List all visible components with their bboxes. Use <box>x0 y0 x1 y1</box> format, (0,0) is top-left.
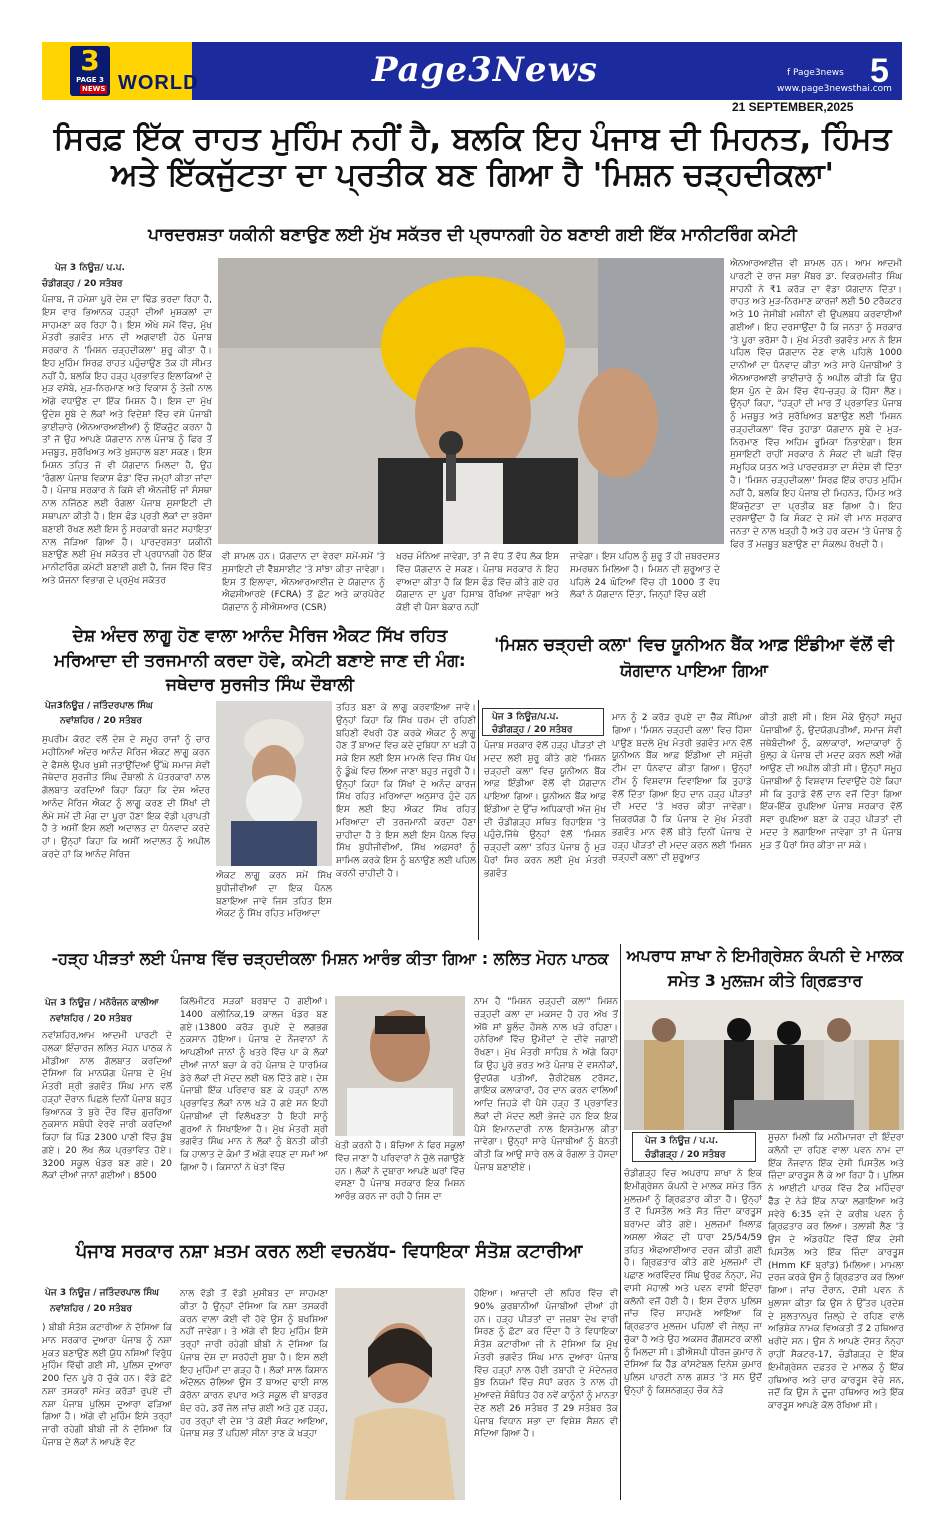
flood-column-2: ਕਿਲੋਮੀਟਰ ਸੜਕਾਂ ਬਰਬਾਦ ਹੋ ਗਈਆਂ।1400 ਕਲੀਨਿਕ,19 ਕਾਲਜ ਖੰਡਰ ਬਣ ਗਏ।13800 ਕਰੋੜ ਰੁਪਏ ਦੇ ਲਗਭਗ ਨੁਕਸਾਨ ਹੋਇਆ। ਪੰਜਾਬ ਦੇ ਨੌਜਵਾਨਾਂ ਨੇ ਆਪਣੀਆਂ ਜਾਨਾਂ ਨੂੰ ਖਤਰੇ ਵਿੱਚ ਪਾ ਕੇ ਲੋਕਾਂ ਦੀਆਂ ਜਾਨਾਂ ਬਚਾ ਕੇ ਰਹੇ ਪੰਜਾਬ ਦੇ ਧਾਰਮਿਕ ਡੇਰੇ ਲੋਕਾਂ ਦੀ ਮੱਦਦ ਲਈ ਖੋਲ ਦਿੱਤੇ ਗਏ। ਦੇਸ਼ ਪੰਜਾਬੀ ਇੱਕ ਪਰਿਵਾਰ ਬਣ ਕੇ ਹੜ੍ਹਾਂ ਨਾਲ ਪ੍ਰਭਾਵਿਤ ਲੋਕਾਂ ਨਾਲ ਖੜੇ ਹੋ ਗਏ ਸਨ ਇਹੀ ਪੰਜਾਬੀਆਂ ਦੀ ਵਿਲੱਖਣਤਾ ਹੈ ਇਹੀ ਸਾਨੂੰ ਗੁਰਆਂ ਨੇ ਸਿਖਾਇਆ ਹੈ। ਮੁੱਖ ਮੰਤਰੀ ਸ਼੍ਰੀ ਭਗਵੰਤ ਸਿੰਘ ਮਾਨ ਨੇ ਲੋਕਾਂ ਨੂੰ ਬੇਨਤੀ ਕੀਤੀ ਕਿ ਹਾਲਾਤ ਦੇ ਕੰਮਾਂ ਤੋਂ ਅੱਗੇ ਵਧਣ ਦਾ ਸਮਾਂ ਆ ਗਿਆ ਹੈ। ਕਿਸਾਨਾਂ ਨੇ ਖੇਤਾਂ ਵਿੱਚ <box>180 997 328 1173</box>
column-rule <box>478 700 479 940</box>
logo-number: 3 <box>80 44 100 77</box>
marriage-headline: ਦੇਸ਼ ਅੰਦਰ ਲਾਗੂ ਹੋਣ ਵਾਲਾ ਆਨੰਦ ਮੈਰਿਜ ਐਕਟ ਸਿੱਖ ਰਹਿਤ ਮਰਿਆਦਾ ਦੀ ਤਰਜਮਾਨੀ ਕਰਦਾ ਹੋਵੇ, ਕਮੇਟੀ ਬਣਾਏ ਜਾਣ ਦੀ ਮੰਗ: ਜਥੇਦਾਰ ਸੁਰਜੀਤ ਸਿੰਘ ਦੌਬਾਲੀ <box>54 626 466 696</box>
arrest-column-2: ਸੂਚਨਾ ਮਿਲੀ ਕਿ ਮਨੀਮਾਜਰਾ ਦੀ ਇੰਦਰਾ ਕਲੋਨੀ ਦਾ ਰਹਿਣ ਵਾਲਾ ਪਵਨ ਨਾਮ ਦਾ ਇੱਕ ਨੌਜਵਾਨ ਇੱਕ ਦੇਸੀ ਪਿਸਤੌਲ ਅਤੇ ਜ਼ਿੰਦਾ ਕਾਰਤੂਸ ਲੈ ਕੇ ਆ ਰਿਹਾ ਹੈ। ਪੁਲਿਸ ਨੇ ਆਈਟੀ ਪਾਰਕ ਵਿੱਚ ਟੈਕ ਮਹਿੰਦਰਾ ਫੈੱਡ ਦੇ ਨੇੜੇ ਇੱਕ ਨਾਕਾ ਲਗਾਇਆ ਅਤੇ ਸਵੇਰੇ 6:35 ਵਜੇ ਦੇ ਕਰੀਬ ਪਵਨ ਨੂੰ ਗ੍ਰਿਫ਼ਤਾਰ ਕਰ ਲਿਆ। ਤਲਾਸ਼ੀ ਲੈਣ 'ਤੇ ਉਸ ਦੇ ਅੰਡਰਪੈਂਟ ਵਿੱਚੋਂ ਇੱਕ ਦੇਸੀ ਪਿਸਤੌਲ ਅਤੇ ਇੱਕ ਜ਼ਿੰਦਾ ਕਾਰਤੂਸ (Hmm KF ਬ੍ਰਾਂਡ) ਮਿਲਿਆ। ਮਾਮਲਾ ਦਰਜ ਕਰਕੇ ਉਸ ਨੂੰ ਗ੍ਰਿਫ਼ਤਾਰ ਕਰ ਲਿਆ ਗਿਆ। ਜਾਂਚ ਦੌਰਾਨ, ਦੋਸ਼ੀ ਪਵਨ ਨੇ ਖੁਲਾਸਾ ਕੀਤਾ ਕਿ ਉਸ ਨੇ ਉੱਤਰ ਪ੍ਰਦੇਸ਼ ਦੇ ਸੁਲਤਾਨਪੁਰ ਜ਼ਿਲ੍ਹੇ ਦੇ ਰਹਿਣ ਵਾਲੇ ਅਭਿਸ਼ੇਕ ਨਾਮਕ ਵਿਅਕਤੀ ਤੋਂ 2 ਹਥਿਆਰ ਖਰੀਦੇ ਸਨ। ਉਸ ਨੇ ਆਪਣੇ ਦੋਸਤ ਨੰਨ੍ਹਾ ਰਾਹੀਂ ਸੈਕਟਰ-17, ਚੰਡੀਗੜ੍ਹ ਦੇ ਇੱਕ ਇਮੀਗ੍ਰੇਸ਼ਨ ਦਫ਼ਤਰ ਦੇ ਮਾਲਕ ਨੂੰ ਇੱਕ ਹਥਿਆਰ ਅਤੇ ਚਾਰ ਕਾਰਤੂਸ ਵੇਚੇ ਸਨ, ਜਦੋਂ ਕਿ ਉਸ ਨੇ ਦੂਜਾ ਹਥਿਆਰ ਅਤੇ ਇੱਕ ਕਾਰਤੂਸ ਆਪਣੇ ਕੋਲ ਰੱਖਿਆ ਸੀ। <box>768 1133 904 1412</box>
marriage-column-3: ਤਹਿਤ ਬਣਾ ਕੇ ਲਾਗੂ ਕਰਵਾਇਆ ਜਾਵੇ। ਉਨ੍ਹਾਂ ਕਿਹਾ ਕਿ ਸਿੱਖ ਧਰਮ ਦੀ ਰਹਿਣੀ ਬਹਿਣੀ ਵੱਖਰੀ ਹੋਣ ਕਰਕੇ ਐਕਟ ਨੂੰ ਲਾਗੂ ਹੋਣ ਤੋਂ ਬਾਅਦ ਵਿਚ ਕਦੇ ਦੁਬਿਧਾ ਨਾ ਖੜੀ ਹੋ ਸਕੇ ਇਸ ਲਈ ਇਸ ਮਾਮਲੇ ਵਿਚ ਸਿੱਖ ਪੱਖ ਨੂੰ ਡੂੰਘੇ ਵਿਚ ਲਿਆ ਜਾਣਾ ਬਹੁਤ ਜਰੂਰੀ ਹੈ। ਉਨ੍ਹਾਂ ਕਿਹਾ ਕਿ ਸਿੱਖਾਂ ਦੇ ਅਨੰਦ ਕਾਰਜ ਸਿੱਖ ਰਹਿਤ ਮਰਿਆਦਾ ਅਨੁਸਾਰ ਹੁੰਦੇ ਹਨ ਇਸ ਲਈ ਇਹ ਐਕਟ ਸਿੱਖ ਰਹਿਤ ਮਰਿਆਦਾ ਦੀ ਤਰਜਮਾਨੀ ਕਰਦਾ ਹੋਣਾ ਚਾਹੀਦਾ ਹੈ ਤੇ ਇਸ ਲਈ ਇਸ ਪੈਨਲ ਵਿਚ ਸਿੱਖ ਬੁਧੀਜੀਵੀਆਂ, ਸਿੱਖ ਅਫ਼ਸਰਾਂ ਨੂੰ ਸ਼ਾਮਿਲ ਕਰਕੇ ਇਸ ਨੂੰ ਬਨਾਉਣ ਲਈ ਪਹਿਲ ਕਰਨੀ ਚਾਹੀਦੀ ਹੈ। <box>336 703 476 879</box>
flood-byline: ਪੇਜ 3 ਨਿਊਜ਼ / ਮਨੋਰੰਜਨ ਕਾਲੀਆ <box>45 998 159 1008</box>
arrest-photo-police <box>624 1000 904 1130</box>
marriage-photo-jathedar <box>216 701 332 866</box>
section-label: WORLD <box>118 72 199 94</box>
lead-byline: ਪੇਜ 3 ਨਿਊਜ਼/ ਪ.ਪ. <box>55 263 125 273</box>
marriage-column-1: ਸੁਪਰੀਮ ਕੋਰਟ ਵਲੋਂ ਦੇਸ਼ ਦੇ ਸਮੂਹ ਰਾਜਾਂ ਨੂੰ ਚਾਰ ਮਹੀਨਿਆਂ ਅੰਦਰ ਆਨੰਦ ਮੈਰਿਜ ਐਕਟ ਲਾਗੂ ਕਰਨ ਦੇ ਫੈਸਲੇ ਉਪਰ ਖੁਸ਼ੀ ਜਤਾਉਂਦਿਆਂ ਉੱਘੇ ਸਮਾਜ ਸੇਵੀ ਜੱਥੇਦਾਰ ਸੁਰਜੀਤ ਸਿੰਘ ਦੌਬਾਲੀ ਨੇ ਪੱਤਰਕਾਰਾਂ ਨਾਲ ਗੱਲਬਾਤ ਕਰਦਿਆਂ ਕਿਹਾ ਕਿਹਾ ਕਿ ਦੇਸ਼ ਅੰਦਰ ਆਨੰਦ ਮੈਰਿਜ ਐਕਟ ਨੂੰ ਲਾਗੂ ਕਰਣ ਦੀ ਸਿੱਖਾਂ ਦੀ ਲੰਮੇ ਸਮੇਂ ਦੀ ਮੰਗ ਦਾ ਪੂਰਾ ਹੋਣਾ ਇਕ ਵੱਡੀ ਪ੍ਰਾਪਤੀ ਹੈ ਤੇ ਅਸੀਂ ਇਸ ਲਈ ਅਦਾਲਤ ਦਾ ਧੰਨਵਾਦ ਕਰਦੇ ਹਾਂ। ਉਨ੍ਹਾਂ ਕਿਹਾ ਕਿ ਅਸੀਂ ਅਦਾਲਤ ਨੂੰ ਅਪੀਲ ਕਰਦੇ ਹਾਂ ਕਿ ਆਨੰਦ ਮੈਰਿਜ <box>42 735 210 860</box>
flood-column-4: ਨਾਮ ਹੈ "ਮਿਸ਼ਨ ਚੜ੍ਹਦੀ ਕਲਾ" ਮਿਸ਼ਨ ਚੜ੍ਹਦੀ ਕਲਾ ਦਾ ਮਕਸਦ ਹੈ ਹਰ ਅੱਖ ਤੋਂ ਅੱਥੋ ਸਾਂ ਬੂਲੰਦ ਹੌਸਲੇ ਨਾਲ ਖੜੇ ਰਹਿਣਾ। ਹਨੇਰਿਆਂ ਵਿੱਚ ਉਮੀਦਾਂ ਦੇ ਦੀਵੇ ਜਗਾਈ ਰੱਖਣਾ। ਮੁੱਖ ਮੰਤਰੀ ਸਾਹਿਬ ਨੇ ਅੱਗੇ ਕਿਹਾ ਕਿ ਉਹ ਪੂਰੇ ਭਰਤ ਅਤੇ ਪੰਜਾਬ ਦੇ ਵਸਨੀਕਾਂ, ਉਦਯੋਗ ਪਤੀਆਂ, ਚੈਰੀਟੇਬਲ ਟਰੱਸਟ, ਗਾਇਕ ਕਲਾਕਾਰਾਂ, ਹੋਰ ਦਾਨ ਕਰਨ ਵਾਲਿਆਂ ਆਦਿ ਜਿਹੜੇ ਵੀ ਪੈਸੇ ਹੜ੍ਹ ਤੋਂ ਪ੍ਰਭਾਵਿਤ ਲੋਕਾਂ ਦੀ ਮੱਦਦ ਲਈ ਭੇਜਦੇ ਹਨ ਇਕ ਇਕ ਪੈਸੇ ਇਮਾਨਦਾਰੀ ਨਾਲ ਇਸਤੇਮਾਲ ਕੀਤਾ ਜਾਵੇਗਾ। ਉਨ੍ਹਾਂ ਸਾਰੇ ਪੰਜਾਬੀਆਂ ਨੂੰ ਬੇਨਤੀ ਕੀਤੀ ਕਿ ਆਉ ਸਾਰੇ ਰਲ ਕੇ ਰੰਗਲਾ ਤੇ ਹੱਸਦਾ ਪੰਜਾਬ ਬਣਾਈਏ। <box>474 997 618 1173</box>
bank-column-1: ਪੰਜਾਬ ਸਰਕਾਰ ਵੱਲੋਂ ਹੜ੍ਹ ਪੀੜਤਾਂ ਦੀ ਮਦਦ ਲਈ ਸ਼ੁਰੂ ਕੀਤੇ ਗਏ 'ਮਿਸ਼ਨ ਚੜ੍ਹਦੀ ਕਲਾ' ਵਿਚ ਯੂਨੀਅਨ ਬੈਂਕ ਆਫ਼ ਇੰਡੀਆ ਵੱਲੋਂ ਵੀ ਯੋਗਦਾਨ ਪਾਇਆ ਗਿਆ। ਯੂਨੀਅਨ ਬੈਂਕ ਆਫ਼ ਇੰਡੀਆ ਦੇ ਉੱਚ ਅਧਿਕਾਰੀ ਅੱਜ ਮੁੱਖ ਦੀ ਚੰਡੀਗੜ੍ਹ ਸਥਿਤ ਰਿਹਾਇਸ਼ 'ਤੇ ਪਹੁੰਚੇ,ਜਿੱਥੇ ਉਨ੍ਹਾਂ ਵੱਲੋਂ 'ਮਿਸ਼ਨ ਚੜ੍ਹਦੀ ਕਲਾ' ਤਹਿਤ ਪੰਜਾਬ ਨੂੰ ਮੁੜ ਪੈਰਾਂ ਸਿਰ ਕਰਨ ਲਈ ਮੁੱਖ ਮੰਤਰੀ ਭਗਵੰਤ <box>484 741 606 879</box>
bank-column-3: ਕੀਤੀ ਗਈ ਸੀ। ਇਸ ਮੌਕੇ ਉਨ੍ਹਾਂ ਸਮੂਹ ਪੰਜਾਬੀਆਂ ਨੂੰ, ਉਦਯੋਗਪਤੀਆਂ, ਸਮਾਜ ਸੇਵੀ ਜਥੇਬੰਦੀਆਂ ਨੂੰ, ਕਲਾਕਾਰਾਂ, ਅਦਾਕਾਰਾਂ ਨੂੰ ਖੁੱਲ੍ਹ ਕੇ ਪੰਜਾਬ ਦੀ ਮਦਦ ਕਰਨ ਲਈ ਅੱਗੇ ਆਉਣ ਦੀ ਅਪੀਲ ਕੀਤੀ ਸੀ। ਉਨ੍ਹਾਂ ਸਮੂਹ ਪੰਜਾਬੀਆਂ ਨੂੰ ਵਿਸ਼ਵਾਸ ਦਿਵਾਉਂਦੇ ਹੋਏ ਕਿਹਾ ਸੀ ਕਿ ਤੁਹਾਡੇ ਵੱਲੋਂ ਦਾਨ ਵਜੋਂ ਦਿੱਤਾ ਗਿਆ ਇੱਕ-ਇੱਕ ਰੁਪਇਆ ਪੰਜਾਬ ਸਰਕਾਰ ਵੱਲੋਂ ਸਵਾ ਰੁਪਇਆ ਬਣਾ ਕੇ ਹੜ੍ਹ ਪੀੜਤਾਂ ਦੀ ਮਦਦ ਤੇ ਲਗਾਇਆ ਜਾਵੇਗਾ ਤਾਂ ਜੋ ਪੰਜਾਬ ਮੁੜ ਤੋਂ ਪੈਰਾਂ ਸਿਰ ਕੀਤਾ ਜਾ ਸਕੇ। <box>760 713 902 851</box>
masthead-bar <box>42 42 902 100</box>
social-handle: f Page3news <box>787 68 844 78</box>
bank-headline: 'ਮਿਸ਼ਨ ਚੜ੍ਹਦੀ ਕਲਾ' ਵਿਚ ਯੂਨੀਅਨ ਬੈਂਕ ਆਫ਼ ਇੰਡੀਆ ਵੱਲੋਂ ਵੀ ਯੋਗਦਾਨ ਪਾਇਆ ਗਿਆ <box>494 635 894 682</box>
lead-under-photo-1: ਵੀ ਸ਼ਾਮਲ ਹਨ। ਯੋਗਦਾਨ ਦਾ ਵੇਰਵਾ ਸਮੇਂ-ਸਮੇਂ 'ਤੇ ਸੁਸਾਇਟੀ ਦੀ ਵੈੱਬਸਾਈਟ 'ਤੇ ਸਾਂਝਾ ਕੀਤਾ ਜਾਵੇਗਾ। ਇਸ ਤੋਂ ਇਲਾਵਾ, ਐਨਆਰਆਈਜ਼ ਦੇ ਯੋਗਦਾਨ ਨੂੰ ਐਫਸੀਆਰਏ (FCRA) ਤੋਂ ਛੋਟ ਅਤੇ ਕਾਰਪੋਰੇਟ ਯੋਗਦਾਨ ਨੂੰ ਸੀਐਸਆਰ (CSR) <box>222 552 385 614</box>
marriage-under-photo: ਐਕਟ ਲਾਗੂ ਕਰਨ ਸਮੇਂ ਸਿੱਖ ਬੁਧੀਜੀਵੀਆਂ ਦਾ ਇਕ ਪੈਨਲ ਬਣਾਇਆ ਜਾਵੇ ਜਿਸ ਤਹਿਤ ਇਸ ਐਕਟ ਨੂੰ ਸਿੱਖ ਰਹਿਤ ਮਰਿਆਦਾ <box>216 871 332 920</box>
flood-under-photo: ਖੇਤੀ ਕਰਨੀ ਹੈ। ਬੱਚਿਆ ਨੇ ਫਿਰ ਸਕੂਲਾਂ ਵਿੱਚ ਜਾਣਾ ਹੈ ਪਰਿਵਾਰਾਂ ਨੇ ਚੁੱਲੇ ਜਗਾਉਣੇ ਹਨ। ਲੋਕਾਂ ਨੇ ਦੁਬਾਰਾ ਆਪਣੇ ਘਰਾਂ ਵਿੱਚ ਵਸਣਾ ਹੈ ਪੰਜਾਬ ਸਰਕਾਰ ਇਕ ਮਿਸ਼ਨ ਆਰੰਭ ਕਰਨ ਜਾ ਰਹੀ ਹੈ ਜਿਸ ਦਾ <box>335 1141 465 1203</box>
police-photo-illustration <box>624 1000 904 1130</box>
drugs-byline: ਪੇਜ 3 ਨਿਊਜ਼ / ਜਤਿੰਦਰਪਾਲ ਸਿੰਘ <box>45 1288 159 1298</box>
issue-date: 21 SEPTEMBER,2025 <box>732 100 854 114</box>
marriage-byline: ਪੇਜ3ਨਿਊਜ਼ / ਜਤਿੰਦਰਪਾਲ ਸਿੰਘ <box>45 701 153 711</box>
drugs-column-2: ਨਾਲ ਵੱਡੀ ਤੋਂ ਵੱਡੀ ਮੁਸੀਬਤ ਦਾ ਸਾਹਮਣਾ ਕੀਤਾ ਹੈ ਉਨ੍ਹਾਂ ਦੱਸਿਆ ਕਿ ਨਸ਼ਾ ਤਸਕਰੀ ਕਰਨ ਵਾਲਾ ਕੋਈ ਵੀ ਹੋਵੇ ਉਸ ਨੂੰ ਬਖਸ਼ਿਆ ਨਹੀਂ ਜਾਵੇਗਾ। ਤੇ ਅੱਗੇ ਵੀ ਇਹ ਮੁਹਿੰਮ ਇਸੇ ਤਰ੍ਹਾਂ ਜਾਰੀ ਰਹੇਗੀ ਬੀਬੀ ਨੇ ਦੱਸਿਆ ਕਿ ਪੰਜਾਬ ਦੇਸ਼ ਦਾ ਸਰਹੱਦੀ ਸੂਬਾ ਹੈ। ਇਸ ਲਈ ਇਹ ਮੁਹਿੰਮਾਂ ਦਾ ਗੜ੍ਹ ਹੈ। ਲੋਕਾਂ ਸਾਲ ਕਿਸਾਨ ਅੰਦੋਲਨ ਚੱਲਿਆ ਉਸ ਤੋਂ ਬਾਅਦ ਢਾਈ ਸਾਲ ਕੋਰੋਨਾ ਕਾਰਨ ਵਪਾਰ ਅਤੇ ਸਕੂਲ ਵੀ ਬਾਰਡਰ ਬੰਦ ਰਹੇ, ਡਰੋਂ ਜੇਲ ਜਾਂਚ ਗਈ ਅਤੇ ਹੁਣ ਹੜ੍ਹ, ਹਰ ਤਰ੍ਹਾਂ ਵੀ ਦੇਸ਼ 'ਤੇ ਕੋਈ ਸੰਕਟ ਆਇਆ, ਪੰਜਾਬ ਸਭ ਤੋਂ ਪਹਿਲਾਂ ਸੀਨਾ ਤਾਣ ਕੇ ਖੜ੍ਹਾ <box>180 1289 328 1440</box>
page3-logo <box>70 46 110 96</box>
flood-photo-pathak <box>335 996 465 1136</box>
newspaper-title: Page3News <box>372 50 598 90</box>
lead-column-1: ਪੰਜਾਬ, ਜੋ ਹਮੇਸ਼ਾ ਪੂਰੇ ਦੇਸ਼ ਦਾ ਢਿੱਡ ਭਰਦਾ ਰਿਹਾ ਹੈ, ਇਸ ਵਾਰ ਭਿਆਨਕ ਹੜ੍ਹਾਂ ਦੀਆਂ ਮੁਸ਼ਕਲਾਂ ਦਾ ਸਾਹਮਣਾ ਕਰ ਰਿਹਾ ਹੈ। ਇਸ ਔਖੇ ਸਮੇਂ ਵਿੱਚ, ਮੁੱਖ ਮੰਤਰੀ ਭਗਵੰਤ ਮਾਨ ਦੀ ਅਗਵਾਈ ਹੇਠ ਪੰਜਾਬ ਸਰਕਾਰ ਨੇ 'ਮਿਸ਼ਨ ਚੜ੍ਹਦੀਕਲਾ' ਸ਼ੁਰੂ ਕੀਤਾ ਹੈ। ਇਹ ਮੁਹਿੰਮ ਸਿਰਫ਼ ਰਾਹਤ ਪਹੁੰਚਾਉਣ ਤੱਕ ਹੀ ਸੀਮਤ ਨਹੀਂ ਹੈ, ਬਲਕਿ ਇਹ ਹੜ੍ਹ ਪ੍ਰਭਾਵਿਤ ਇਲਾਕਿਆਂ ਦੇ ਮੁੜ ਵਸੇਬੇ, ਮੁੜ-ਨਿਰਮਾਣ ਅਤੇ ਵਿਕਾਸ ਨੂੰ ਤੇਜ਼ੀ ਨਾਲ ਅੱਗੇ ਵਧਾਉਣ ਦਾ ਇੱਕ ਮਿਸ਼ਨ ਹੈ। ਇਸ ਦਾ ਮੁੱਖ ਉਦੇਸ਼ ਸੂਬੇ ਦੇ ਲੋਕਾਂ ਅਤੇ ਵਿਦੇਸ਼ਾਂ ਵਿੱਚ ਵਸੇ ਪੰਜਾਬੀ ਭਾਈਚਾਰੇ (ਐਨਆਰਆਈਆਂ) ਨੂੰ ਇੱਕਜੁੱਟ ਕਰਨਾ ਹੈ ਤਾਂ ਜੋ ਉਹ ਆਪਣੇ ਯੋਗਦਾਨ ਨਾਲ ਪੰਜਾਬ ਨੂੰ ਫਿਰ ਤੋਂ ਮਜ਼ਬੂਤ, ਸੁਰੱਖਿਅਤ ਅਤੇ ਖੁਸ਼ਹਾਲ ਬਣਾ ਸਕਣ। ਇਸ ਮਿਸ਼ਨ ਤਹਿਤ ਜੋ ਵੀ ਯੋਗਦਾਨ ਮਿਲਦਾ ਹੈ, ਉਹ 'ਰੰਗਲਾ ਪੰਜਾਬ ਵਿਕਾਸ ਫੰਡ' ਵਿੱਚ ਜਮ੍ਹਾਂ ਕੀਤਾ ਜਾਂਦਾ ਹੈ। ਪੰਜਾਬ ਸਰਕਾਰ ਨੇ ਕਿਸੇ ਵੀ ਐਨਜੀਓ ਜਾਂ ਸੰਸਥਾ ਨਾਲ ਨਜਿੱਠਣ ਲਈ ਰੰਗਲਾ ਪੰਜਾਬ ਸੁਸਾਇਟੀ ਦੀ ਸਥਾਪਨਾ ਕੀਤੀ ਹੈ। ਇਸ ਫੰਡ ਪ੍ਰਤੀ ਲੋਕਾਂ ਦਾ ਭਰੋਸਾ ਬਣਾਈ ਰੱਖਣ ਲਈ ਇਸ ਨੂੰ ਸਰਕਾਰੀ ਬਜਟ ਸਹਾਇਤਾ ਨਾਲ ਜੋੜਿਆ ਗਿਆ ਹੈ। ਪਾਰਦਰਸ਼ਤਾ ਯਕੀਨੀ ਬਣਾਉਣ ਲਈ ਮੁੱਖ ਸਕੱਤਰ ਦੀ ਪ੍ਰਧਾਨਗੀ ਹੇਠ ਇੱਕ ਮਾਨੀਟਰਿੰਗ ਕਮੇਟੀ ਬਣਾਈ ਗਈ ਹੈ, ਜਿਸ ਵਿੱਚ ਵਿੱਤ ਅਤੇ ਯੋਜਨਾ ਵਿਭਾਗ ਦੇ ਪ੍ਰਮੁੱਖ ਸਕੱਤਰ <box>42 295 212 586</box>
lead-column-right: ਐਨਆਰਆਈਜ਼ ਵੀ ਸ਼ਾਮਲ ਹਨ। ਆਮ ਆਦਮੀ ਪਾਰਟੀ ਦੇ ਰਾਜ ਸਭਾ ਮੈਂਬਰ ਡਾ. ਵਿਕਰਮਜੀਤ ਸਿੰਘ ਸਾਹਨੀ ਨੇ ₹1 ਕਰੋੜ ਦਾ ਵੱਡਾ ਯੋਗਦਾਨ ਦਿੱਤਾ। ਰਾਹਤ ਅਤੇ ਮੁੜ-ਨਿਰਮਾਣ ਕਾਰਜਾਂ ਲਈ 50 ਟਰੈਕਟਰ ਅਤੇ 10 ਜੇਸੀਬੀ ਮਸ਼ੀਨਾਂ ਵੀ ਉਪਲਬਧ ਕਰਵਾਈਆਂ ਗਈਆਂ। ਇਹ ਦਰਸਾਉਂਦਾ ਹੈ ਕਿ ਜਨਤਾ ਨੂੰ ਸਰਕਾਰ 'ਤੇ ਪੂਰਾ ਭਰੋਸਾ ਹੈ। ਮੁੱਖ ਮੰਤਰੀ ਭਗਵੰਤ ਮਾਨ ਨੇ ਇਸ ਪਹਿਲ ਵਿੱਚ ਯੋਗਦਾਨ ਦੇਣ ਵਾਲੇ ਪਹਿਲੇ 1000 ਦਾਨੀਆਂ ਦਾ ਧੰਨਵਾਦ ਕੀਤਾ ਅਤੇ ਸਾਰੇ ਪੰਜਾਬੀਆਂ ਤੇ ਐਨਆਰਆਈ ਭਾਈਚਾਰੇ ਨੂੰ ਅਪੀਲ ਕੀਤੀ ਕਿ ਉਹ ਇਸ ਪੁੰਨ ਦੇ ਕੰਮ ਵਿੱਚ ਵੱਧ-ਚੜ੍ਹ ਕੇ ਹਿੱਸਾ ਲੈਣ। ਉਨ੍ਹਾਂ ਕਿਹਾ, "ਹੜ੍ਹਾਂ ਦੀ ਮਾਰ ਤੋਂ ਪ੍ਰਭਾਵਿਤ ਪੰਜਾਬ ਨੂੰ ਮਜ਼ਬੂਤ ਅਤੇ ਸੁਰੱਖਿਅਤ ਬਣਾਉਣ ਲਈ 'ਮਿਸ਼ਨ ਚੜ੍ਹਦੀਕਲਾ' ਵਿੱਚ ਤੁਹਾਡਾ ਯੋਗਦਾਨ ਸੂਬੇ ਦੇ ਮੁੜ-ਨਿਰਮਾਣ ਵਿੱਚ ਅਹਿਮ ਭੂਮਿਕਾ ਨਿਭਾਏਗਾ। ਇਸ ਸੁਸਾਇਟੀ ਰਾਹੀਂ ਸਰਕਾਰ ਨੇ ਸੰਕਟ ਦੀ ਘੜੀ ਵਿੱਚ ਸਮੂਹਿਕ ਯਤਨ ਅਤੇ ਪਾਰਦਰਸ਼ਤਾ ਦਾ ਸੰਦੇਸ਼ ਵੀ ਦਿੱਤਾ ਹੈ। 'ਮਿਸ਼ਨ ਚੜ੍ਹਦੀਕਲਾ' ਸਿਰਫ਼ ਇੱਕ ਰਾਹਤ ਮੁਹਿੰਮ ਨਹੀਂ ਹੈ, ਬਲਕਿ ਇਹ ਪੰਜਾਬ ਦੀ ਮਿਹਨਤ, ਹਿੰਮਤ ਅਤੇ ਇੱਕਜੁੱਟਤਾ ਦਾ ਪ੍ਰਤੀਕ ਬਣ ਗਿਆ ਹੈ। ਇਹ ਦਰਸਾਉਂਦਾ ਹੈ ਕਿ ਸੰਕਟ ਦੇ ਸਮੇਂ ਵੀ ਮਾਨ ਸਰਕਾਰ ਜਨਤਾ ਦੇ ਨਾਲ ਖੜ੍ਹੀ ਹੈ ਅਤੇ ਹਰ ਕਦਮ 'ਤੇ ਪੰਜਾਬ ਨੂੰ ਫਿਰ ਤੋਂ ਮਜ਼ਬੂਤ ਬਣਾਉਣ ਦਾ ਸੰਕਲਪ ਰੱਖਦੀ ਹੈ। <box>730 259 902 550</box>
minister-photo-illustration <box>218 258 724 544</box>
arrest-headline: ਅਪਰਾਧ ਸ਼ਾਖਾ ਨੇ ਇਮੀਗ੍ਰੇਸ਼ਨ ਕੰਪਨੀ ਦੇ ਮਾਲਕ ਸਮੇਤ 3 ਮੁਲਜ਼ਮ ਕੀਤੇ ਗ੍ਰਿਫ਼ਤਾਰ <box>626 946 904 990</box>
page-number: 5 <box>870 52 889 90</box>
flood-dateline: ਨਵਾਂਸ਼ਹਿਰ / 20 ਸਤੰਬਰ <box>50 1014 132 1024</box>
lead-subheadline: ਪਾਰਦਰਸ਼ਤਾ ਯਕੀਨੀ ਬਣਾਉਣ ਲਈ ਮੁੱਖ ਸਕੱਤਰ ਦੀ ਪ੍ਰਧਾਨਗੀ ਹੇਠ ਬਣਾਈ ਗਈ ਇੱਕ ਮਾਨੀਟਰਿੰਗ ਕਮੇਟੀ <box>148 225 797 245</box>
lead-headline: ਸਿਰਫ਼ ਇੱਕ ਰਾਹਤ ਮੁਹਿੰਮ ਨਹੀਂ ਹੈ, ਬਲਕਿ ਇਹ ਪੰਜਾਬ ਦੀ ਮਿਹਨਤ, ਹਿੰਮਤ ਅਤੇ ਇੱਕਜੁੱਟਤਾ ਦਾ ਪ੍ਰਤੀਕ ਬਣ ਗਿਆ ਹੈ 'ਮਿਸ਼ਨ ਚੜ੍ਹਦੀਕਲਾ' <box>53 121 892 193</box>
arrest-byline: ਪੇਜ 3 ਨਿਊਜ਼ / ਪ.ਪ. <box>645 1136 719 1146</box>
drugs-column-4: ਹੋਇਆ। ਆਜ਼ਾਦੀ ਦੀ ਲਹਿਰ ਵਿੱਚ ਵੀ 90% ਕੁਰਬਾਨੀਆਂ ਪੰਜਾਬੀਆਂ ਦੀਆਂ ਹੀ ਹਨ। ਹੜ੍ਹ ਪੀੜਤਾਂ ਦਾ ਜਜ਼ਬਾ ਦੇਖ ਵਾਰੀ ਸਿਰਣ ਨੂੰ ਛੋਟਾ ਕਰ ਦਿੰਦਾ ਹੈ ਤੇ ਵਿਧਾਇਕਾ ਸੰਤੋਸ਼ ਕਟਾਰੀਆ ਜੀ ਨੇ ਦੱਸਿਆ ਕਿ ਮੁੱਖ ਮੰਤਰੀ ਭਗਵੰਤ ਸਿੰਘ ਮਾਨ ਦੁਆਰਾ ਪੰਜਾਬ ਵਿੱਚ ਹੜ੍ਹਾਂ ਨਾਲ ਹੋਈ ਤਬਾਹੀ ਦੇ ਮੱਦੇਨਜ਼ਰ ਬੁੱਝ ਨਿਯਮਾਂ ਵਿੱਚ ਸੋਧਾਂ ਕਰਨ ਤੇ ਨਾਲ ਹੀ ਮੁਆਵਜ਼ੇ ਸੰਬੰਧਿਤ ਹੋਰ ਨਵੇਂ ਕਾਨੂੰਨਾਂ ਨੂੰ ਮਾਨਤਾ ਦੇਣ ਲਈ 26 ਸਤੰਬਰ ਤੋਂ 29 ਸਤੰਬਰ ਤੱਕ ਪੰਜਾਬ ਵਿਧਾਨ ਸਭਾ ਦਾ ਵਿਸ਼ੇਸ਼ ਸੈਸ਼ਨ ਵੀ ਸੱਦਿਆ ਗਿਆ ਹੈ। <box>474 1289 618 1440</box>
lead-under-photo-3: ਜਾਵੇਗਾ। ਇਸ ਪਹਿਲ ਨੂੰ ਸ਼ੁਰੂ ਤੋਂ ਹੀ ਜ਼ਬਰਦਸਤ ਸਮਰਥਨ ਮਿਲਿਆ ਹੈ। ਮਿਸ਼ਨ ਦੀ ਸ਼ੁਰੂਆਤ ਦੇ ਪਹਿਲੇ 24 ਘੰਟਿਆਂ ਵਿੱਚ ਹੀ 1000 ਤੋਂ ਵੱਧ ਲੋਕਾਂ ਨੇ ਯੋਗਦਾਨ ਦਿੱਤਾ, ਜਿਨ੍ਹਾਂ ਵਿੱਚ ਕਈ <box>570 552 720 601</box>
drugs-dateline: ਨਵਾਂਸ਼ਹਿਰ / 20 ਸਤੰਬਰ <box>50 1304 132 1314</box>
column-rule <box>620 944 621 1500</box>
arrest-column-1: ਚੰਡੀਗੜ੍ਹ ਵਿਚ ਅਪਰਾਧ ਸ਼ਾਖਾ ਨੇ ਇਕ ਇਮੀਗ੍ਰੇਸ਼ਨ ਕੰਪਨੀ ਦੇ ਮਾਲਕ ਸਮੇਤ ਤਿੰਨ ਮੁਲਜ਼ਮਾਂ ਨੂੰ ਗ੍ਰਿਫ਼ਤਾਰ ਕੀਤਾ ਹੈ। ਉਨ੍ਹਾਂ ਤੋਂ ਦੋ ਪਿਸਤੌਲ ਅਤੇ ਸੱਤ ਜ਼ਿੰਦਾ ਕਾਰਤੂਸ ਬਰਾਮਦ ਕੀਤੇ ਗਏ। ਮੁਲਜ਼ਮਾਂ ਖ਼ਿਲਾਫ਼ ਅਸਲਾ ਐਕਟ ਦੀ ਧਾਰਾ 25/54/59 ਤਹਿਤ ਐਫਆਈਆਰ ਦਰਜ ਕੀਤੀ ਗਈ ਹੈ। ਗ੍ਰਿਫ਼ਤਾਰ ਕੀਤੇ ਗਏ ਮੁਲਜ਼ਮਾਂ ਦੀ ਪਛਾਣ ਅਰਵਿੰਦਰ ਸਿੰਘ ਉਰਫ਼ ਨੰਨ੍ਹਾ, ਮੌਹ ਵਾਸੀ ਮੋਹਾਲੀ ਅਤੇ ਪਵਨ ਵਾਸੀ ਇੰਦਰਾ ਕਲੋਨੀ ਵਜੋਂ ਹੋਈ ਹੈ। ਇਸ ਦੌਰਾਨ ਪੁਲਿਸ ਜਾਂਚ ਵਿੱਚ ਸਾਹਮਣੇ ਆਇਆ ਕਿ ਗ੍ਰਿਫ਼ਤਾਰ ਮੁਲਜ਼ਮ ਪਹਿਲਾਂ ਵੀ ਜੇਲ੍ਹ ਜਾ ਚੁੱਕਾ ਹੈ ਅਤੇ ਉਹ ਅਕਸਰ ਗੈਂਗਸਟਰ ਕਾਲੀ ਨੂੰ ਮਿਲਦਾ ਸੀ। ਡੀਐਸਪੀ ਧੀਰਜ ਕੁਮਾਰ ਨੇ ਦੱਸਿਆ ਕਿ ਹੈੱਡ ਕਾਂਸਟੇਬਲ ਦਿਨੇਸ਼ ਕੁਮਾਰ ਪੁਲਿਸ ਪਾਰਟੀ ਨਾਲ ਗਸ਼ਤ 'ਤੇ ਸਨ ਉਦੋਂ ਉਨ੍ਹਾਂ ਨੂੰ ਕਿਸ਼ਨਗੜ੍ਹ ਚੌਕ ਨੇੜੇ <box>624 1169 762 1397</box>
bank-byline: ਪੇਜ 3 ਨਿਊਜ਼/ਪ.ਪ. <box>492 712 559 722</box>
marriage-dateline: ਨਵਾਂਸ਼ਹਿਰ / 20 ਸਤੰਬਰ <box>60 716 142 726</box>
katariya-photo-illustration <box>335 1288 465 1500</box>
drugs-headline: ਪੰਜਾਬ ਸਰਕਾਰ ਨਸ਼ਾ ਖ਼ਤਮ ਕਰਨ ਲਈ ਵਚਨਬੱਧ- ਵਿਧਾਇਕਾ ਸੰਤੋਸ਼ ਕਟਾਰੀਆ <box>75 1241 583 1262</box>
logo-small-text: PAGE 3 <box>76 76 104 84</box>
lead-under-photo-2: ਖਰਚ ਮੰਨਿਆ ਜਾਵੇਗਾ, ਤਾਂ ਜੋ ਵੱਧ ਤੋਂ ਵੱਧ ਲੋਕ ਇਸ ਵਿੱਚ ਯੋਗਦਾਨ ਦੇ ਸਕਣ। ਪੰਜਾਬ ਸਰਕਾਰ ਨੇ ਇਹ ਵਾਅਦਾ ਕੀਤਾ ਹੈ ਕਿ ਇਸ ਫੰਡ ਵਿੱਚ ਕੀਤੇ ਗਏ ਹਰ ਯੋਗਦਾਨ ਦਾ ਪੂਰਾ ਹਿਸਾਬ ਰੱਖਿਆ ਜਾਵੇਗਾ ਅਤੇ ਕੋਈ ਵੀ ਪੈਸਾ ਬੇਕਾਰ ਨਹੀਂ <box>396 552 559 614</box>
bank-dateline: ਚੰਡੀਗੜ੍ਹ / 20 ਸਤੰਬਰ <box>492 725 573 735</box>
drugs-column-1: ) ਬੀਬੀ ਸੰਤੋਸ਼ ਕਟਾਰੀਆ ਨੇ ਦੱਸਿਆ ਕਿ ਮਾਨ ਸਰਕਾਰ ਦੁਆਰਾ ਪੰਜਾਬ ਨੂੰ ਨਸ਼ਾ ਮੁਕਤ ਬਣਾਉਣ ਲਈ ਯੁੱਧ ਨਸ਼ਿਆਂ ਵਿਰੁੱਧ ਮੁਹਿੰਮ ਵਿੱਢੀ ਗਈ ਸੀ, ਪੁਲਿਸ ਦੁਆਰਾ 200 ਦਿਨ ਪੂਰੇ ਹੋ ਚੁੱਕੇ ਹਨ। ਵੱਡੇ ਛੋਟੇ ਨਸ਼ਾ ਤਸਕਰਾਂ ਸਮੇਤ ਕਰੋੜਾਂ ਰੁਪਏ ਦੀ ਨਸ਼ਾ ਪੰਜਾਬ ਪੁਲਿਸ ਦੁਆਰਾ ਫੜਿਆ ਗਿਆ ਹੈ। ਅੱਗੇ ਵੀ ਮੁਹਿੰਮ ਇਸੇ ਤਰ੍ਹਾਂ ਜਾਰੀ ਰਹੇਗੀ ਬੀਬੀ ਜੀ ਨੇ ਦੱਸਿਆ ਕਿ ਪੰਜਾਬ ਦੇ ਲੋਕਾਂ ਨੇ ਆਪਣੇ ਵੋਟ <box>42 1323 172 1448</box>
flood-headline: -ਹੜ੍ਹ ਪੀੜਤਾਂ ਲਈ ਪੰਜਾਬ ਵਿੱਚ ਚੜ੍ਹਦੀਕਲਾ ਮਿਸ਼ਨ ਆਰੰਭ ਕੀਤਾ ਗਿਆ : ਲਲਿਤ ਮੋਹਨ ਪਾਠਕ <box>51 949 609 968</box>
flood-column-1: ਨਵਾਂਸ਼ਹਿਰ,ਆਮ ਆਦਮੀ ਪਾਰਟੀ ਦੇ ਹਲਕਾ ਇੰਚਾਰਜ ਲਲਿਤ ਮੋਹਨ ਪਾਠਕ ਨੇ ਮੀਡੀਆ ਨਾਲ ਗੱਲਬਾਤ ਕਰਦਿਆਂ ਦੱਸਿਆ ਕਿ ਮਾਨਯੋਗ ਪੰਜਾਬ ਦੇ ਮੁੱਖ ਮੰਤਰੀ ਸ਼੍ਰੀ ਭਗਵੰਤ ਸਿੰਘ ਮਾਨ ਵਲੋਂ ਹੜ੍ਹਾਂ ਦੌਰਾਨ ਪਿਛਲੇ ਦਿਨੀਂ ਪੰਜਾਬ ਬਹੁਤ ਭਿਆਨਕ ਤੇ ਬੁਰੇ ਦੌਰ ਵਿੱਚ ਗੁਜ਼ਰਿਆ ਨੁਕਸਾਨ ਸਬੰਧੀ ਵੇਰਵੇ ਜਾਰੀ ਕਰਦਿਆਂ ਕਿਹਾ ਕਿ ਪਿੰਡ 2300 ਪਾਣੀ ਵਿੱਚ ਡੁੱਬ ਗਏ। 20 ਲੱਖ ਲੋਕ ਪ੍ਰਭਾਵਿਤ ਹੋਏ। 3200 ਸਕੂਲ ਖੰਡਰ ਬਣ ਗਏ। 20 ਲੋਕਾਂ ਦੀਆਂ ਜਾਨਾਂ ਗਈਆਂ। 8500 <box>42 1031 172 1182</box>
bank-column-2: ਮਾਨ ਨੂੰ 2 ਕਰੋੜ ਰੁਪਏ ਦਾ ਚੈੱਕ ਸੌਂਪਿਆ ਗਿਆ। 'ਮਿਸ਼ਨ ਚੜ੍ਹਦੀ ਕਲਾ' ਵਿਚ ਹਿੱਸਾ ਪਾਉਣ ਬਦਲੇ ਮੁੱਖ ਮੰਤਰੀ ਭਗਵੰਤ ਮਾਨ ਵੱਲੋਂ ਯੂਨੀਅਨ ਬੈਂਕ ਆਫ਼ ਇੰਡੀਆ ਦੀ ਸਮੁੱਚੀ ਟੀਮ ਦਾ ਧੰਨਵਾਦ ਕੀਤਾ ਗਿਆ। ਉਨ੍ਹਾਂ ਟੀਮ ਨੂੰ ਵਿਸ਼ਵਾਸ ਦਿਵਾਇਆ ਕਿ ਤੁਹਾਡੇ ਵੱਲੋਂ ਦਿੱਤਾ ਗਿਆ ਇਹ ਦਾਨ ਹੜ੍ਹ ਪੀੜਤਾਂ ਦੀ ਮਦਦ 'ਤੇ ਖ਼ਰਚ ਕੀਤਾ ਜਾਵੇਗਾ। ਜ਼ਿਕਰਯੋਗ ਹੈ ਕਿ ਪੰਜਾਬ ਦੇ ਮੁੱਖ ਮੰਤਰੀ ਭਗਵੰਤ ਮਾਨ ਵੱਲੋਂ ਬੀਤੇ ਦਿਨੀਂ ਪੰਜਾਬ ਦੇ ਹੜ੍ਹ ਪੀੜਤਾਂ ਦੀ ਮਦਦ ਕਰਨ ਲਈ 'ਮਿਸ਼ਨ ਚੜ੍ਹਦੀ ਕਲਾ' ਦੀ ਸ਼ੁਰੂਆਤ <box>612 713 752 864</box>
drugs-photo-katariya <box>335 1288 465 1500</box>
pathak-photo-illustration <box>335 996 465 1136</box>
arrest-dateline: ਚੰਡੀਗੜ੍ਹ / 20 ਸਤੰਬਰ <box>645 1150 726 1160</box>
lead-dateline: ਚੰਡੀਗੜ੍ਹ / 20 ਸਤੰਬਰ <box>42 279 123 289</box>
lead-photo-minister <box>218 258 724 544</box>
logo-news-tag: NEWS <box>82 85 106 93</box>
jathedar-photo-illustration <box>216 701 332 866</box>
website-url: www.page3newsthai.com <box>777 84 892 94</box>
